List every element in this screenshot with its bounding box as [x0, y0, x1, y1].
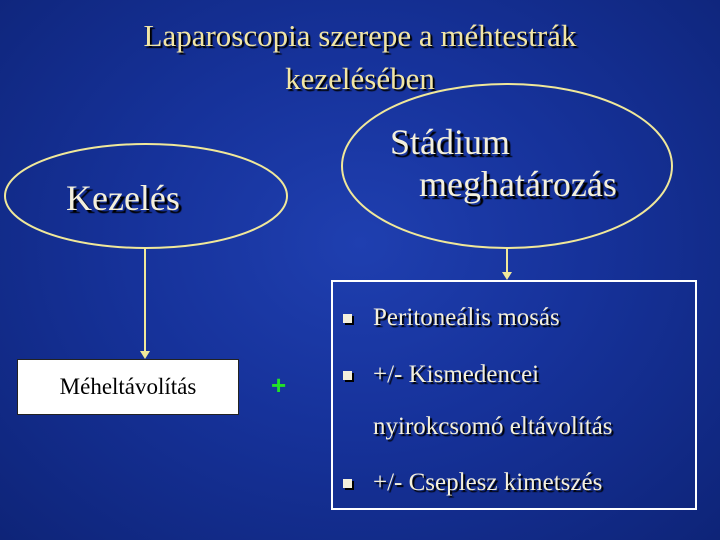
list-item-text: Peritoneális mosás: [373, 304, 560, 331]
stadium-label-line-2: meghatározás: [419, 164, 617, 204]
title-line-1: Laparoscopia szerepe a méhtestrák: [143, 18, 577, 53]
left-arrow-head: [140, 351, 150, 359]
bullet-square-icon: [343, 371, 352, 380]
plus-connector: +: [271, 370, 287, 400]
meheltavolitas-label: Méheltávolítás: [59, 374, 197, 399]
stadium-label-line-1: Stádium: [390, 122, 511, 162]
list-item-text-line-1: +/- Kismedencei: [373, 361, 540, 388]
title-line-2: kezelésében: [285, 61, 435, 96]
list-item-text: +/- Cseplesz kimetszés: [373, 469, 603, 496]
list-item-text-line-2: nyirokcsomó eltávolítás: [373, 413, 613, 440]
bullet-square-icon: [343, 479, 352, 488]
right-arrow-head: [502, 272, 512, 280]
staging-steps-box: [331, 280, 697, 510]
meheltavolitas-box: [17, 359, 239, 415]
bullet-square-icon: [343, 314, 352, 323]
kezeles-label: Kezelés: [66, 178, 180, 218]
